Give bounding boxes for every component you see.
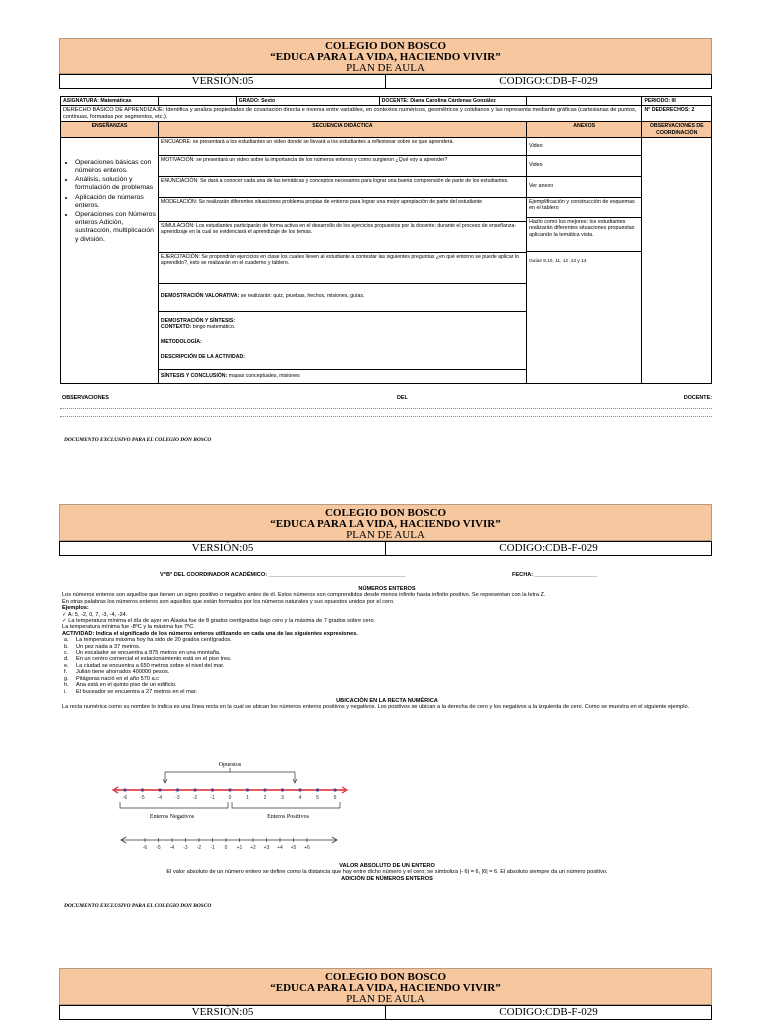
- tick-dot: [141, 788, 144, 791]
- version-label: VERSIÓN:05: [191, 75, 254, 87]
- ensenanzas-list: [75, 159, 156, 244]
- tick-label: +5: [290, 845, 297, 851]
- observaciones-label: OBSERVACIONES: [62, 395, 109, 401]
- tick-label: 6: [333, 795, 337, 801]
- tick-label: -2: [192, 795, 198, 801]
- tick-label: -4: [157, 795, 163, 801]
- tick-dot: [158, 788, 161, 791]
- list-item: h. Ana está en el quinto piso de un edificio.: [64, 682, 177, 689]
- list-item: i. El buceador se encuentra a 27 metros en el mar.: [64, 688, 197, 695]
- document-type: PLAN DE AULA: [346, 62, 425, 74]
- ubicacion-title: UBICACIÓN EN LA RECTA NUMÉRICA: [336, 697, 438, 704]
- list-item: a. La temperatura máxima hoy ha sido de 20 grados centígrados.: [64, 637, 232, 644]
- tick-dot: [281, 788, 284, 791]
- version-row: [59, 74, 712, 89]
- docente-label: DOCENTE:: [683, 395, 712, 401]
- anexo-6: Guías 9,10, 11, 12 ,13 y 14: [528, 258, 587, 264]
- tick-label: 4: [298, 795, 302, 801]
- school-motto: “EDUCA PARA LA VIDA, HACIENDO VIVIR”: [270, 51, 501, 63]
- tick-label: 5: [316, 795, 319, 801]
- tick-dot: [228, 788, 231, 791]
- ejemplo-2: ✓ La temperatura mínima el día de ayer en Alaska fue de 8 grados centígrados bajo cero y la máxima de 7 grados sobre cero.: [62, 618, 376, 625]
- valor-section: [62, 863, 712, 882]
- bracket-arrowheads: [163, 779, 297, 783]
- list-item: • Aplicación de números enteros.: [75, 194, 156, 210]
- page2-header: [59, 504, 712, 541]
- tick-label: +1: [236, 845, 243, 851]
- dba-cell: DERECHO BÁSICO DE APRENDIZAJE: Identifica y analiza propiedades de covariación directa e inversa entre variables, en contextos numéricos, geométricos y cotidianos y las representa mediante gráficas (cartesianas de puntos, continuas, formadas por segmentos, etc.).: [61, 106, 642, 122]
- negativos-label: Enteros Negativos: [149, 814, 195, 820]
- exclusive-note: DOCUMENTO EXCLUSIVO PARA EL COLEGIO DON BOSCO: [64, 903, 212, 909]
- simulacion-text: SIMULACIÓN: Los estudiantes participarán de forma activa en el desarrollo de los ejercicios propuestos por la docente; durante el proceso de enseñanza-aprendizaje en la cual se evidenciará el aprendizaje de los temas.: [159, 222, 526, 253]
- tick-dot: [298, 788, 301, 791]
- code-label: CODIGO:CDB-F-029: [385, 75, 711, 88]
- list-item: e. La ciudad se encuentra a 650 metros sobre el nivel del mar.: [64, 662, 225, 669]
- school-motto: “EDUCA PARA LA VIDA, HACIENDO VIVIR”: [270, 518, 501, 530]
- ejemplos-label: Ejemplos:: [62, 605, 89, 612]
- page2-body: [62, 586, 712, 711]
- tick-label: -4: [169, 845, 175, 851]
- actividad-list: [62, 637, 712, 695]
- obs-line: [60, 408, 712, 409]
- periodo-cell: PERIODO: III: [642, 97, 712, 106]
- anexo-1: Video: [527, 138, 641, 156]
- opuestos-bracket: [165, 768, 295, 782]
- opuestos-label: Opuestos: [218, 762, 242, 768]
- school-name: COLEGIO DON BOSCO: [324, 971, 447, 983]
- tick-label: +6: [304, 845, 310, 851]
- anexo-4: Ejemplificación y construcción de esquemas en el tablero: [527, 198, 641, 218]
- paragraph: Los números enteros son aquellos que tienen un signo positivo o negativo antes de él. Estos números son comprendidos desde menos infinito hasta infinito positivo. Se representan con la letra Z.: [62, 592, 546, 599]
- anexo-3: Ver anexo: [527, 177, 641, 198]
- tick-label: +3: [263, 845, 270, 851]
- enunciacion-text: ENUNCIACIÓN: Se dará a conocer cada una de las temáticas y conceptos necesarios para lograr una buena comprensión de parte de los estudiantes.: [159, 177, 526, 198]
- col-secuencia: SECUENCIA DIDÁCTICA: [158, 122, 526, 137]
- page3-header: [59, 968, 712, 1005]
- motivacion-text: MOTIVACION: se presentará un video sobre la importancia de los números enteros y como surgieron ¿Qué voy a aprender?: [159, 156, 526, 177]
- sintesis-row: [159, 370, 526, 382]
- adicion-title: ADICIÓN DE NÚMEROS ENTEROS: [341, 875, 433, 882]
- sintesis-text: mapas conceptuales, misiones: [228, 372, 300, 379]
- tick-label: -3: [175, 795, 180, 801]
- obs-line: [60, 416, 712, 417]
- tick-label: -6: [142, 845, 148, 851]
- version-label: VERSIÓN:05: [191, 1006, 254, 1018]
- version-row: [59, 1005, 712, 1020]
- list-item: f. Julián tiene ahorrados 400000 pesos.: [64, 669, 170, 676]
- ejemplo-3: La temperatura mínima fue -8ºC y la máxima fue 7ºC.: [62, 624, 195, 631]
- paragraph: La recta numérica como su nombre lo indica es una línea recta en la cual se ubican los números enteros positivos y negativos. Los positivos se ubican a la derecha de cero y los negativos a la izquierda de cero. Como se muestra en el siguiente ejemplo.: [62, 704, 690, 711]
- tick-label: 3: [281, 795, 284, 801]
- school-name: COLEGIO DON BOSCO: [324, 40, 447, 52]
- ensenanzas-cell: [61, 137, 159, 383]
- sintesis-block: [159, 312, 526, 370]
- tick-dot: [123, 788, 126, 791]
- demostracion-sintesis-label: DEMOSTRACIÓN Y SÍNTESIS:: [160, 317, 236, 324]
- anexo-5: Hazlo como los mejores: los estudiantes realizarán diferentes situaciones propuestas aplicando la temática vista.: [527, 218, 641, 252]
- tick-dot: [316, 788, 319, 791]
- tick-label: -1: [210, 845, 215, 851]
- modelacion-text: MODELACIÓN: Se realizarán diferentes situaciones problema propias de entorno para lograr una mejor apropiación de parte del estudiante: [159, 198, 526, 222]
- tick-label: 2: [263, 795, 267, 801]
- encuadre-text: ENCUADRE: se presentará a los estudiantes un video donde se llevará a los estudiantes a reflexionar sobre se que aprenderá.: [159, 138, 526, 156]
- tick-label: 1: [246, 795, 249, 801]
- version-row: [59, 541, 712, 556]
- group-brackets: [120, 802, 340, 808]
- tick-dot: [263, 788, 266, 791]
- tick-label: -1: [210, 795, 215, 801]
- secuencia-cell: [158, 137, 526, 383]
- list-item: • Operaciones básicas con números enteros.: [75, 159, 156, 175]
- tick-dot: [333, 788, 336, 791]
- version-label: VERSIÓN:05: [191, 542, 254, 554]
- tick-label: -2: [196, 845, 202, 851]
- del-label: DEL: [397, 395, 408, 401]
- list-item: • Operaciones con Números enteros Adición, sustracción, multiplicación y división.: [75, 211, 156, 244]
- tick-label: 0: [224, 845, 228, 851]
- plan-table: [60, 96, 712, 384]
- tick-label: -5: [140, 795, 145, 801]
- tick-label: +2: [250, 845, 256, 851]
- numeros-enteros-title: NÚMEROS ENTEROS: [358, 586, 416, 592]
- positivos-label: Enteros Positivos: [267, 814, 309, 820]
- tick-label: 0: [228, 795, 232, 801]
- page1-header: [59, 38, 712, 74]
- valor-text: El valor absoluto de un número entero se define como la distancia que hay entre dicho número y el cero; se simboliza |- 6| = 6, |6| = 6. El absoluto siempre da un número positivo.: [166, 869, 608, 876]
- list-item: b. Un pez nada a 37 metros.: [64, 643, 141, 650]
- tick-dot: [211, 788, 214, 791]
- empty-cell: [526, 97, 641, 106]
- fecha-line: FECHA: ____________________: [512, 572, 597, 578]
- list-item: d. En un centro comercial el estacionamiento está en el piso tres.: [64, 656, 232, 663]
- document-type: PLAN DE AULA: [346, 529, 425, 541]
- grado-cell: GRADO: Sexto: [236, 97, 379, 106]
- valorativa-text: se realizarán: quiz, pruebas, hechos, misiones, guías.: [240, 292, 365, 299]
- code-label: CODIGO:CDB-F-029: [385, 1006, 711, 1019]
- school-name: COLEGIO DON BOSCO: [324, 507, 447, 519]
- tick-dot: [176, 788, 179, 791]
- derechos-cell: N° DEDERECHOS: 2: [642, 106, 712, 122]
- col-anexos: ANEXOS: [526, 122, 641, 137]
- sintesis-label: SÍNTESIS Y CONCLUSIÓN:: [160, 372, 228, 379]
- actividad-label: ACTIVIDAD: Indica el significado de los números enteros utilizando en cada una de las siguientes expresiones.: [62, 630, 358, 637]
- tick-dot: [193, 788, 196, 791]
- anexo-2: Video: [527, 156, 641, 177]
- paragraph: En otras palabras los números enteros son aquellos que están formados por los números naturales y sus opuestos unidos por el cero.: [62, 598, 395, 605]
- descripcion-label: DESCRIPCIÓN DE LA ACTIVIDAD:: [160, 354, 245, 361]
- tick-label: +4: [277, 845, 283, 851]
- vobo-line: V°B° DEL COORDINADOR ACADÉMICO: ____________________________________________: [160, 572, 406, 578]
- tick-label: -5: [156, 845, 161, 851]
- school-motto: “EDUCA PARA LA VIDA, HACIENDO VIVIR”: [270, 982, 501, 994]
- number-line-figure: [110, 758, 360, 858]
- list-item: • Análisis, solución y formulación de problemas: [75, 176, 156, 192]
- col-observaciones: OBSERVACIONES DE COORDINACIÓN: [642, 122, 712, 137]
- ejercitacion-text: EJERCITACIÓN: Se propondrán ejercicios en clase los cuales lleven al estudiante a contestar las siguientes preguntas ¿en qué entorno se puede aplicar lo aprendido?, esto se realizarán en el cuaderno y tablero.: [159, 253, 526, 284]
- contexto-text: bingo matemático.: [192, 324, 236, 330]
- list-item: g. Pitágoras nació en el año 570 a.c: [64, 675, 160, 682]
- col-ensenanzas: ENSEÑANZAS: [61, 122, 159, 137]
- valorativa-row: [159, 284, 526, 312]
- observaciones-cell: [642, 137, 712, 383]
- exclusive-note: DOCUMENTO EXCLUSIVO PARA EL COLEGIO DON BOSCO: [64, 437, 212, 443]
- tick-label: -3: [183, 845, 188, 851]
- empty-cell: [158, 97, 236, 106]
- contexto-label: CONTEXTO:: [160, 324, 192, 330]
- code-label: CODIGO:CDB-F-029: [385, 542, 711, 555]
- metodologia-label: METODOLOGÍA:: [160, 339, 202, 346]
- tick-dot: [246, 788, 249, 791]
- ejemplo-1: ✓ A: 5, -2, 0, 7, -3, -4, -24.: [62, 611, 128, 618]
- docente-cell: DOCENTE: Diana Carolina Cárdenas González: [379, 97, 526, 106]
- asignatura-cell: ASIGNATURA: Matemáticas: [61, 97, 159, 106]
- list-item: c. Un escalador se encuentra a 875 metros en una montaña.: [64, 650, 221, 657]
- tick-label: -6: [122, 795, 128, 801]
- valor-title: VALOR ABSOLUTO DE UN ENTERO: [339, 863, 435, 869]
- valorativa-label: DEMOSTRACIÓN VALORATIVA:: [160, 292, 240, 299]
- document-type: PLAN DE AULA: [346, 993, 425, 1005]
- anexos-cell: [526, 137, 641, 383]
